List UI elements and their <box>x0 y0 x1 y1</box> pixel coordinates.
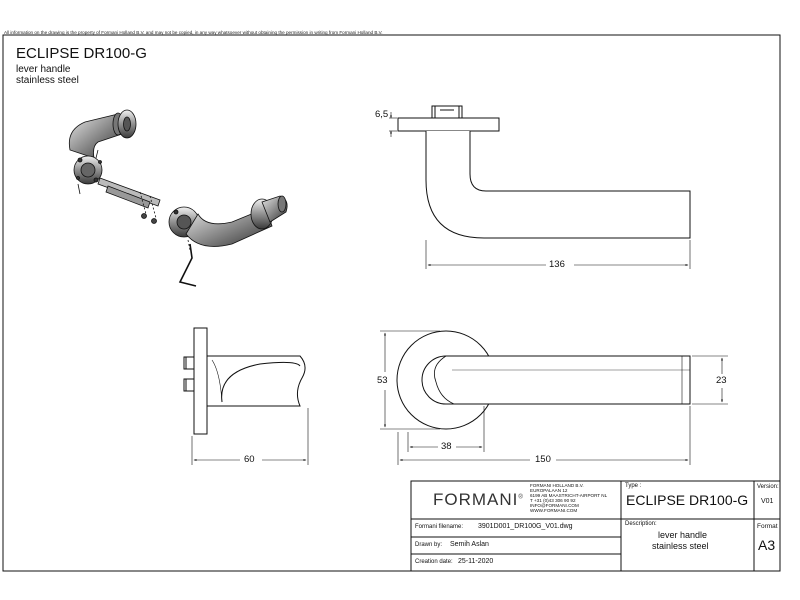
spindle-cap <box>432 106 462 118</box>
drawn-by-label: Drawn by: <box>415 542 443 548</box>
brand-logo: FORMANI® <box>433 490 524 509</box>
version-label: Version: <box>757 484 779 490</box>
format-value: A3 <box>758 537 776 553</box>
front-lever <box>422 356 690 404</box>
dim-overall-length: 150 <box>535 454 551 465</box>
product-title: ECLIPSE DR100-G <box>16 45 147 62</box>
company-address: FORMANI HOLLAND B.V. EUROPALAAN 12 6199 AB MAASTRICHT-AIRPORT NL T +31 (0)43 306 90 92 INFO@FORMANI.COM WWW.FORMANI.COM <box>530 483 608 514</box>
type-label: Type : <box>625 483 642 489</box>
filename-value: 3901D001_DR100G_V01.dwg <box>478 523 573 530</box>
side-view <box>184 328 308 465</box>
drawn-by-value: Semih Aslan <box>450 541 489 548</box>
rose-plate <box>398 118 499 131</box>
dim-rose-thickness: 6,5 <box>375 109 389 120</box>
product-subtitle-type: lever handle <box>16 64 71 75</box>
description-line-2: stainless steel <box>652 541 709 551</box>
top-view <box>389 106 690 269</box>
dim-projection: 60 <box>244 454 255 465</box>
front-view <box>380 331 728 465</box>
type-value: ECLIPSE DR100-G <box>626 492 749 508</box>
lever-profile <box>426 131 690 238</box>
format-label: Format <box>757 523 778 530</box>
creation-date-label: Creation date: <box>415 559 453 565</box>
copyright-notice: All information on the drawing is the property of Formani Holland B.V. and may not be copied, in any way whatsoever without obtaining the permission in writing from Formani Holland B.V. <box>4 30 383 35</box>
exploded-3d-view <box>69 110 287 286</box>
side-rose <box>194 328 207 434</box>
creation-date-value: 25-11-2020 <box>458 558 494 565</box>
dim-rose-diameter: 53 <box>377 375 388 386</box>
dim-lever-length: 136 <box>549 259 565 270</box>
description-line-1: lever handle <box>658 530 708 540</box>
product-subtitle-material: stainless steel <box>16 75 79 86</box>
version-value: V01 <box>761 498 774 505</box>
dim-neck: 38 <box>441 441 452 452</box>
dim-grip-diameter: 23 <box>716 375 727 386</box>
filename-label: Formani filename: <box>415 524 464 530</box>
description-label: Description: <box>625 521 657 527</box>
